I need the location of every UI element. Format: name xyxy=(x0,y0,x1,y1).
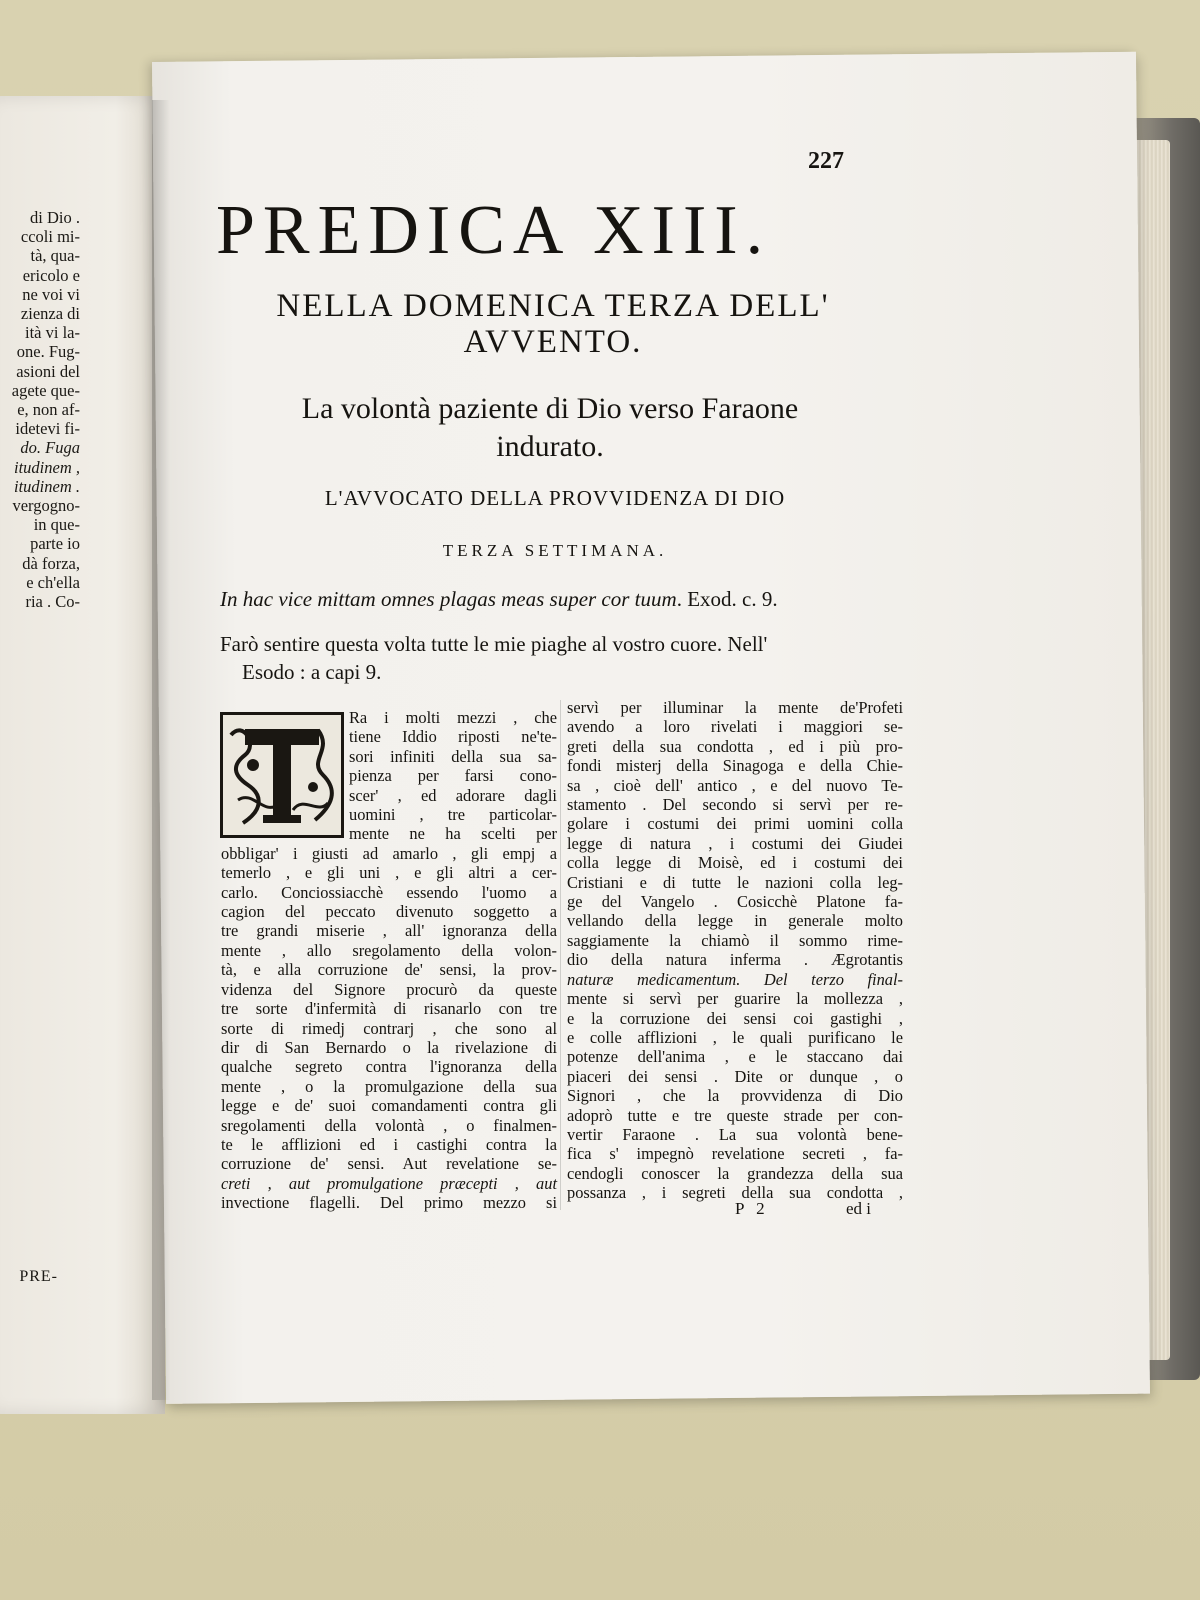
body-line: adoprò tutte e tre queste strade per con- xyxy=(567,1105,903,1125)
translation-line: Farò sentire questa volta tutte le mie piaghe al vostro cuore. Nell' xyxy=(220,632,768,656)
body-line: qualche segreto contra l'ignoranza della xyxy=(221,1057,557,1077)
body-line: saggiamente la chiamò il sommo rime- xyxy=(567,930,903,950)
body-line: potenze dell'anima , e le staccano dai xyxy=(567,1047,903,1067)
body-line: tiene Iddio riposti ne'te- xyxy=(349,727,557,747)
body-line: colla legge di Moisè, ed i costumi dei xyxy=(567,853,903,873)
page-title: PREDICA XIII. xyxy=(216,192,772,269)
body-line: naturæ medicamentum. Del terzo final- xyxy=(567,969,903,989)
section-heading: L'AVVOCATO DELLA PROVVIDENZA DI DIO xyxy=(324,486,786,510)
body-line: uomini , tre particolar- xyxy=(349,805,557,825)
body-line: creti , aut promulgatione præcepti , aut xyxy=(221,1173,557,1193)
catchword: ed i xyxy=(846,1199,872,1218)
topic-line: La volontà paziente di Dio verso Faraone xyxy=(301,392,799,425)
topic-line: indurato. xyxy=(496,430,604,463)
body-line: obbligar' i giusti ad amarlo , gli empj a xyxy=(221,843,557,863)
translation xyxy=(220,630,910,686)
left-line: e ch'ella xyxy=(26,572,80,592)
body-line: invectione flagelli. Del primo mezzo si xyxy=(221,1193,557,1213)
body-line: mente ne ha scelti per xyxy=(349,824,557,844)
body-line: dio della natura inferma . Ægrotantis xyxy=(567,950,903,970)
body-line: sorte di rimedj contrarj , che sono al xyxy=(221,1018,557,1038)
column-divider xyxy=(560,700,561,1210)
body-line: temerlo , e gli uni , e gli altri a cer- xyxy=(221,863,557,883)
body-line: e colle afflizioni , le quali purificano le xyxy=(567,1027,903,1047)
body-line: carlo. Conciossiacchè essendo l'uomo a xyxy=(221,882,557,902)
body-line: sregolamenti della volontà , o finalmen- xyxy=(221,1115,557,1135)
left-line: ne voi vi xyxy=(22,284,80,304)
body-line: videnza del Signore procurò da queste xyxy=(221,979,557,999)
left-line: ria . Co- xyxy=(25,592,80,612)
translation-line: Esodo : a capi 9. xyxy=(242,660,382,684)
left-line: in que- xyxy=(33,515,80,535)
body-line: vellando della legge in generale molto xyxy=(567,911,903,931)
body-line: corruzione de' sensi. Aut revelatione se- xyxy=(221,1154,557,1174)
left-line: agete que- xyxy=(11,380,80,400)
body-line: sa , cioè dell' antico , e del nuovo Te- xyxy=(567,775,903,795)
body-line: greti della sua condotta , ed i più pro- xyxy=(567,736,903,756)
body-line: piaceri dei sensi . Dite or dunque , o xyxy=(567,1066,903,1086)
left-line: itudinem , xyxy=(14,457,80,477)
left-line: dà forza, xyxy=(22,553,80,573)
body-line: mente , allo sregolamento della volon- xyxy=(221,940,557,960)
left-page-catchword: PRE- xyxy=(19,1268,58,1285)
body-line: mente , o la promulgazione della sua xyxy=(221,1076,557,1096)
left-line: vergogno- xyxy=(12,496,80,516)
body-line: legge e de' suoi comandamenti contra gli xyxy=(221,1096,557,1116)
left-line: itudinem . xyxy=(14,476,80,496)
left-line: one. Fug- xyxy=(16,342,80,362)
left-line: tà, qua- xyxy=(30,246,80,266)
body-line: possanza , i segreti della sua condotta , xyxy=(567,1183,903,1203)
body-line: golare i costumi dei primi uomini colla xyxy=(567,814,903,834)
body-line: cendogli conoscer la grandezza della sua xyxy=(567,1163,903,1183)
body-line: Ra i molti mezzi , che xyxy=(349,708,557,727)
body-line: sori infiniti della sua sa- xyxy=(349,746,557,766)
left-line: zienza di xyxy=(20,304,80,324)
epigraph-reference: . Exod. c. 9. xyxy=(676,587,778,611)
body-line: dir di San Bernardo o la rivelazione di xyxy=(221,1037,557,1057)
body-line: stamento . Del secondo si servì per re- xyxy=(567,795,903,815)
text-column-left xyxy=(221,708,557,1213)
left-line: do. Fuga xyxy=(20,438,80,458)
sermon-topic xyxy=(225,390,875,466)
body-line: Cristiani e di tutte le nazioni colla leg- xyxy=(567,872,903,892)
left-line: e, non af- xyxy=(17,400,80,420)
body-line: fica s' impegnò revelatione secreti , fa- xyxy=(567,1144,903,1164)
epigraph-latin: In hac vice mittam omnes plagas meas super cor tuum xyxy=(220,587,677,611)
body-line: te le afflizioni ed i castighi contra la xyxy=(221,1134,557,1154)
body-line: legge di natura , i costumi dei Giudei xyxy=(567,833,903,853)
left-line: ccoli mi- xyxy=(20,227,80,247)
body-line: cagion del peccato divenuto soggetto a xyxy=(221,902,557,922)
body-line: tre sorte d'infermità di risanarlo con tre xyxy=(221,999,557,1019)
body-line: pienza per farsi cono- xyxy=(349,766,557,786)
body-line: ge del Vangelo . Cosicchè Platone fa- xyxy=(567,892,903,912)
body-line: servì per illuminar la mente de'Profeti xyxy=(567,698,903,717)
epigraph xyxy=(220,587,900,612)
body-line: tre grandi miserie , all' ignoranza della xyxy=(221,921,557,941)
week-label: TERZA SETTIMANA. xyxy=(442,541,668,560)
left-line: ericolo e xyxy=(22,265,80,285)
signature-mark: P 2 xyxy=(735,1199,769,1218)
body-line: avendo a loro rivelati i maggiori se- xyxy=(567,717,903,737)
subtitle-line: NELLA DOMENICA TERZA DELL' xyxy=(276,288,830,324)
body-line: tà, e alla corruzione de' sensi, la prov- xyxy=(221,960,557,980)
left-line: ità vi la- xyxy=(25,323,80,343)
body-line: mente si servì per guarire la mollezza , xyxy=(567,989,903,1009)
body-line: e la corruzione dei sensi coi gastighi , xyxy=(567,1008,903,1028)
left-line: di Dio . xyxy=(30,208,80,227)
left-line: parte io xyxy=(30,534,80,554)
left-line: idetevi fi- xyxy=(15,419,80,439)
subtitle xyxy=(218,288,888,360)
body-line: vertir Faraone . La sua volontà bene- xyxy=(567,1124,903,1144)
page-number: 227 xyxy=(808,148,844,174)
text-column-right xyxy=(567,698,903,1203)
body-line: Signori , che la provvidenza di Dio xyxy=(567,1086,903,1106)
body-line: scer' , ed adorare dagli xyxy=(349,785,557,805)
body-line: fondi misterj della Sinagoga e della Chie- xyxy=(567,756,903,776)
subtitle-line: AVVENTO. xyxy=(463,324,643,360)
left-line: asioni del xyxy=(16,361,80,381)
